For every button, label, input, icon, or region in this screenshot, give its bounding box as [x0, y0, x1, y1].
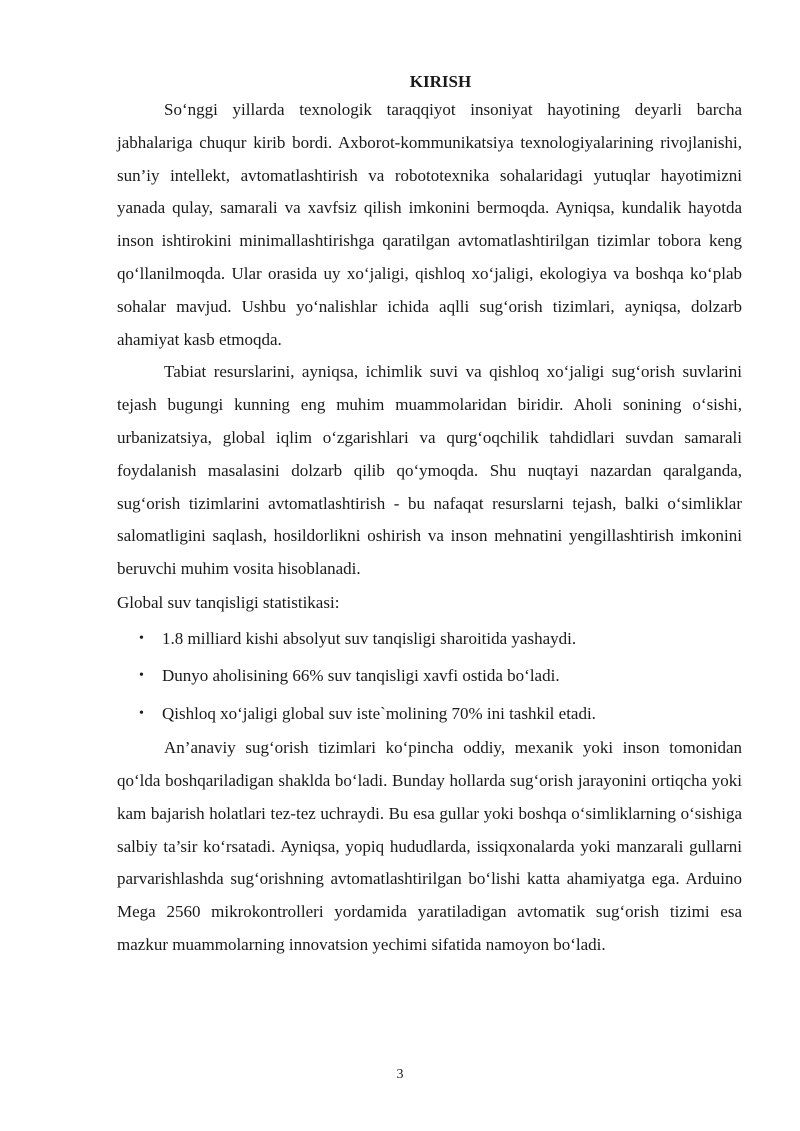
- page-number: 3: [396, 1067, 404, 1082]
- bullet-icon: •: [139, 630, 144, 646]
- section-title: KIRISH: [409, 72, 472, 91]
- bullet-icon: •: [139, 705, 144, 721]
- list-item: [117, 657, 742, 695]
- list-item: [117, 695, 742, 733]
- statistics-heading: Global suv tanqisligi statistikasi:: [117, 592, 340, 612]
- paragraph-traditional-irrigation: An’anaviy sug‘orish tizimlari ko‘pincha oddiy, mexanik yoki inson tomonidan qo‘lda boshqariladigan shaklda bo‘ladi. Bunday hollarda sug‘orish jarayonini ortiqcha yoki kam bajarish holatlari tez-tez uchraydi. Bu esa gullar yoki boshqa o‘simliklarning o‘sishiga salbiy ta’sir ko‘rsatadi. Ayniqsa, yopiq hududlarda, issiqxonalarda yoki manzarali gullarni parvarishlashda sug‘orishning avtomatlashtirilgan bo‘lishi katta ahamiyatga ega. Arduino Mega 2560 mikrokontrolleri yordamida yaratiladigan avtomatik sug‘orish tizimi esa mazkur muammolarning innovatsion yechimi sifatida namoyon bo‘ladi.: [117, 738, 742, 955]
- list-item-text: Qishloq xo‘jaligi global suv iste`molining 70% ini tashkil etadi.: [162, 703, 596, 723]
- list-item: [117, 620, 742, 658]
- page-content: [117, 70, 742, 962]
- bullet-icon: •: [139, 668, 144, 684]
- paragraph-water-resources: Tabiat resurslarini, ayniqsa, ichimlik suvi va qishloq xo‘jaligi sug‘orish suvlarini tejash bugungi kunning eng muhim muammolaridan biridir. Aholi sonining o‘sishi, urbanizatsiya, global iqlim o‘zgarishlari va qurg‘oqchilik tahdidlari suvdan samarali foydalanish masalasini dolzarb qilib qo‘ymoqda. Shu nuqtayi nazardan qaralganda, sug‘orish tizimlarini avtomatlashtirish - bu nafaqat resurslarni tejash, balki o‘simliklar salomatligini saqlash, hosildorlikni oshirish va inson mehnatini yengillashtirish imkonini beruvchi muhim vosita hisoblanadi.: [117, 362, 742, 579]
- statistics-list: [117, 620, 742, 733]
- list-item-text: Dunyo aholisining 66% suv tanqisligi xavfi ostida bo‘ladi.: [162, 666, 560, 686]
- list-item-text: 1.8 milliard kishi absolyut suv tanqisligi sharoitida yashaydi.: [162, 628, 577, 648]
- paragraph-intro: So‘nggi yillarda texnologik taraqqiyot insoniyat hayotining deyarli barcha jabhalariga chuqur kirib bordi. Axborot-kommunikatsiya texnologiyalarining rivojlanishi, sun’iy intellekt, avtomatlashtirish va robototexnika sohalaridagi yutuqlar hayotimizni yanada qulay, samarali va xavfsiz qilish imkonini bermoqda. Ayniqsa, kundalik hayotda inson ishtirokini minimallashtirishga qaratilgan avtomatlashtirilgan tizimlar tobora keng qo‘llanilmoqda. Ular orasida uy xo‘jaligi, qishloq xo‘jaligi, ekologiya va boshqa ko‘plab sohalar mavjud. Ushbu yo‘nalishlar ichida aqlli sug‘orish tizimlari, ayniqsa, dolzarb ahamiyat kasb etmoqda.: [117, 100, 742, 349]
